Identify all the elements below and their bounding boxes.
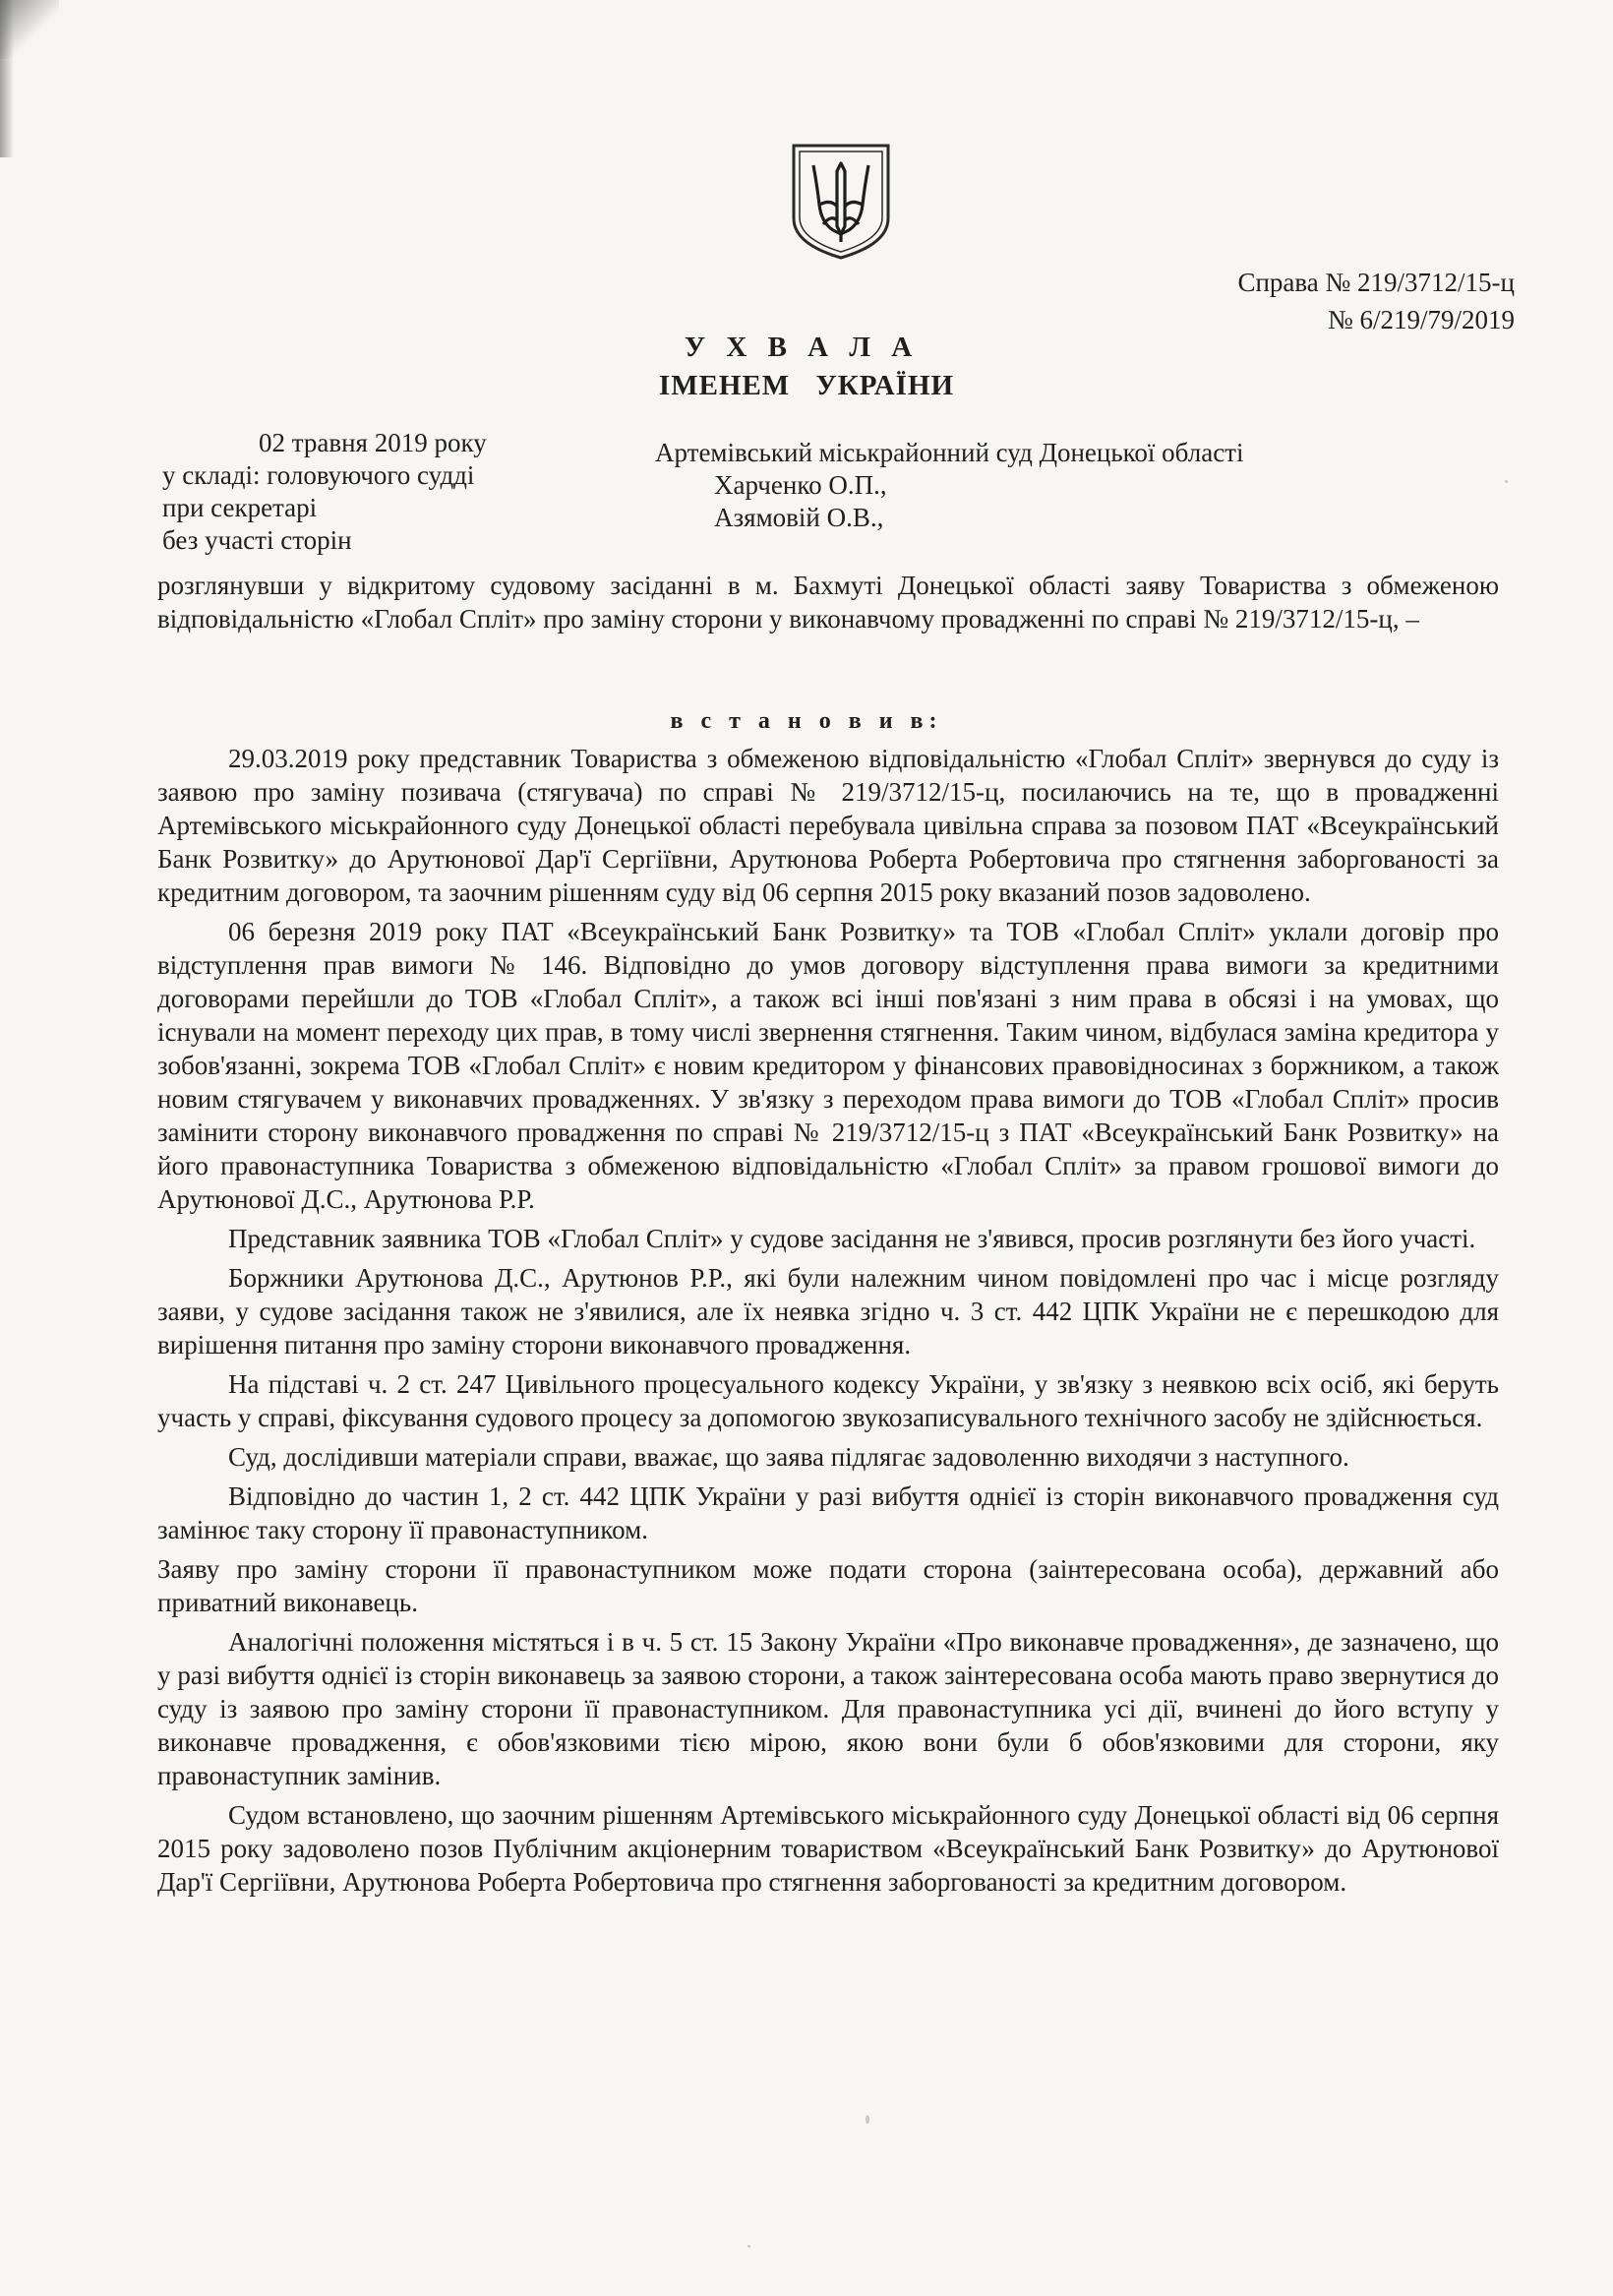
body-paragraph: 06 березня 2019 року ПАТ «Всеукраїнський Банк Розвитку» та ТОВ «Глобал Спліт» уклали договір про відступлення прав вимоги № 146. Відповідно до умов договору відступлення права вимоги за кредитними договорами перейшли до ТОВ «Глобал Спліт», а також всі інші пов'язані з ним права в обсязі і на умовах, що існували на момент переходу цих прав, в тому числі звернення стягнення. Таким чином, відбулася заміна кредитора у зобов'язанні, зокрема ТОВ «Глобал Спліт» є новим кредитором у фінансових правовідносинах з боржником, а також новим стягувачем у виконавчих провадженнях. У зв'язку з переходом права вимоги до ТОВ «Глобал Спліт» просив замінити сторону виконавчого провадження по справі № 219/3712/15-ц з ПАТ «Всеукраїнський Банк Розвитку» на його правонаступника Товариства з обмеженою відповідальністю «Глобал Спліт» за правом грошової вимоги до Арутюнової Д.С., Арутюнова Р.Р.	[157, 917, 1499, 1214]
body-paragraph: Боржники Арутюнова Д.С., Арутюнов Р.Р., які були належним чином повідомлені про час і місце розгляду заяви, у судове засідання також не з'явилися, але їх неявка згідно ч. 3 ст. 442 ЦПК України не є перешкодою для вирішення питання про заміну сторони виконавчого провадження.	[157, 1263, 1499, 1359]
proceeding-number: № 6/219/79/2019	[1327, 305, 1515, 334]
case-number: Справа № 219/3712/15-ц	[1237, 268, 1515, 297]
scan-speck	[1505, 480, 1508, 483]
scan-shadow-edge	[0, 0, 14, 157]
parties-label: без участі сторін	[162, 525, 352, 555]
document-title: У Х В А Л А	[684, 332, 920, 363]
body-paragraph: Представник заявника ТОВ «Глобал Спліт» у судове засідання не з'явився, просив розглянути без його участі.	[228, 1224, 1476, 1253]
judge-name: Харченко О.П.,	[714, 470, 887, 500]
secretary-label: при секретарі	[162, 493, 318, 522]
composition-labels	[162, 427, 487, 557]
body-paragraph: Відповідно до частин 1, 2 ст. 442 ЦПК України у разі вибуття однієї із сторін виконавчого провадження суд замінює таку сторону її правонаступником.	[157, 1481, 1499, 1544]
secretary-name: Азямовій О.В.,	[714, 503, 884, 532]
document-subtitle: ІМЕНЕМ УКРАЇНИ	[658, 370, 955, 401]
body-paragraph: Заяву про заміну сторони її правонаступником може подати сторона (заінтересована особа), державний або приватний виконавець.	[157, 1554, 1499, 1617]
composition-label: у складі: головуючого судді	[162, 460, 475, 490]
court-name: Артемівський міськрайонний суд Донецької області	[655, 438, 1244, 467]
ruling-date: 02 травня 2019 року	[259, 428, 487, 457]
section-heading-established: в с т а н о в и в:	[670, 708, 943, 734]
body-paragraph: Суд, дослідивши матеріали справи, вважає, що заява підлягає задоволенню виходячи з наступного.	[228, 1442, 1349, 1472]
scan-speck	[866, 2115, 869, 2124]
composition-values	[655, 437, 1243, 534]
case-number-block	[1237, 264, 1515, 338]
document-title-block	[0, 329, 1613, 405]
body-paragraph: Аналогічні положення містяться і в ч. 5 ст. 15 Закону України «Про виконавче провадження», де зазначено, що у разі вибуття однієї із сторін виконавець за заявою сторони, а також заінтересована особа мають право звернутися до суду із заявою про заміну сторони її правонаступником. Для правонаступника усі дії, вчинені до його вступу у виконавче провадження, є обов'язковими тією мірою, якою вони були б обов'язковими для сторони, яку правонаступник замінив.	[157, 1627, 1499, 1790]
scan-speck	[747, 2245, 750, 2248]
body-paragraph: На підставі ч. 2 ст. 247 Цивільного процесуального кодексу України, у зв'язку з неявкою всіх осіб, які беруть участь у справі, фіксування судового процесу за допомогою звукозаписувального технічного засобу не здійснюється.	[157, 1369, 1499, 1432]
body-paragraph: 29.03.2019 року представник Товариства з обмеженою відповідальністю «Глобал Спліт» звернувся до суду із заявою про заміну позивача (стягувача) по справі № 219/3712/15-ц, посилаючись на те, що в провадженні Артемівського міськрайонного суду Донецької області перебувала цивільна справа за позовом ПАТ «Всеукраїнський Банк Розвитку» до Арутюнової Дар'ї Сергіївни, Арутюнова Роберта Робертовича про стягнення заборгованості за кредитним договором, та заочним рішенням суду від 06 серпня 2015 року вказаний позов задоволено.	[157, 744, 1499, 907]
considered-paragraph: розглянувши у відкритому судовому засіданні в м. Бахмуті Донецької області заяву Товариства з обмеженою відповідальністю «Глобал Спліт» про заміну сторони у виконавчому провадженні по справі № 219/3712/15-ц, –	[157, 571, 1499, 634]
trident-coat-of-arms-icon	[788, 142, 894, 262]
document-body	[157, 742, 1499, 1904]
body-paragraph: Судом встановлено, що заочним рішенням Артемівського міськрайонного суду Донецької області від 06 серпня 2015 року задоволено позов Публічним акціонерним товариством «Всеукраїнський Банк Розвитку» до Арутюнової Дар'ї Сергіївни, Арутюнова Роберта Робертовича про стягнення заборгованості за кредитним договором.	[157, 1800, 1499, 1897]
